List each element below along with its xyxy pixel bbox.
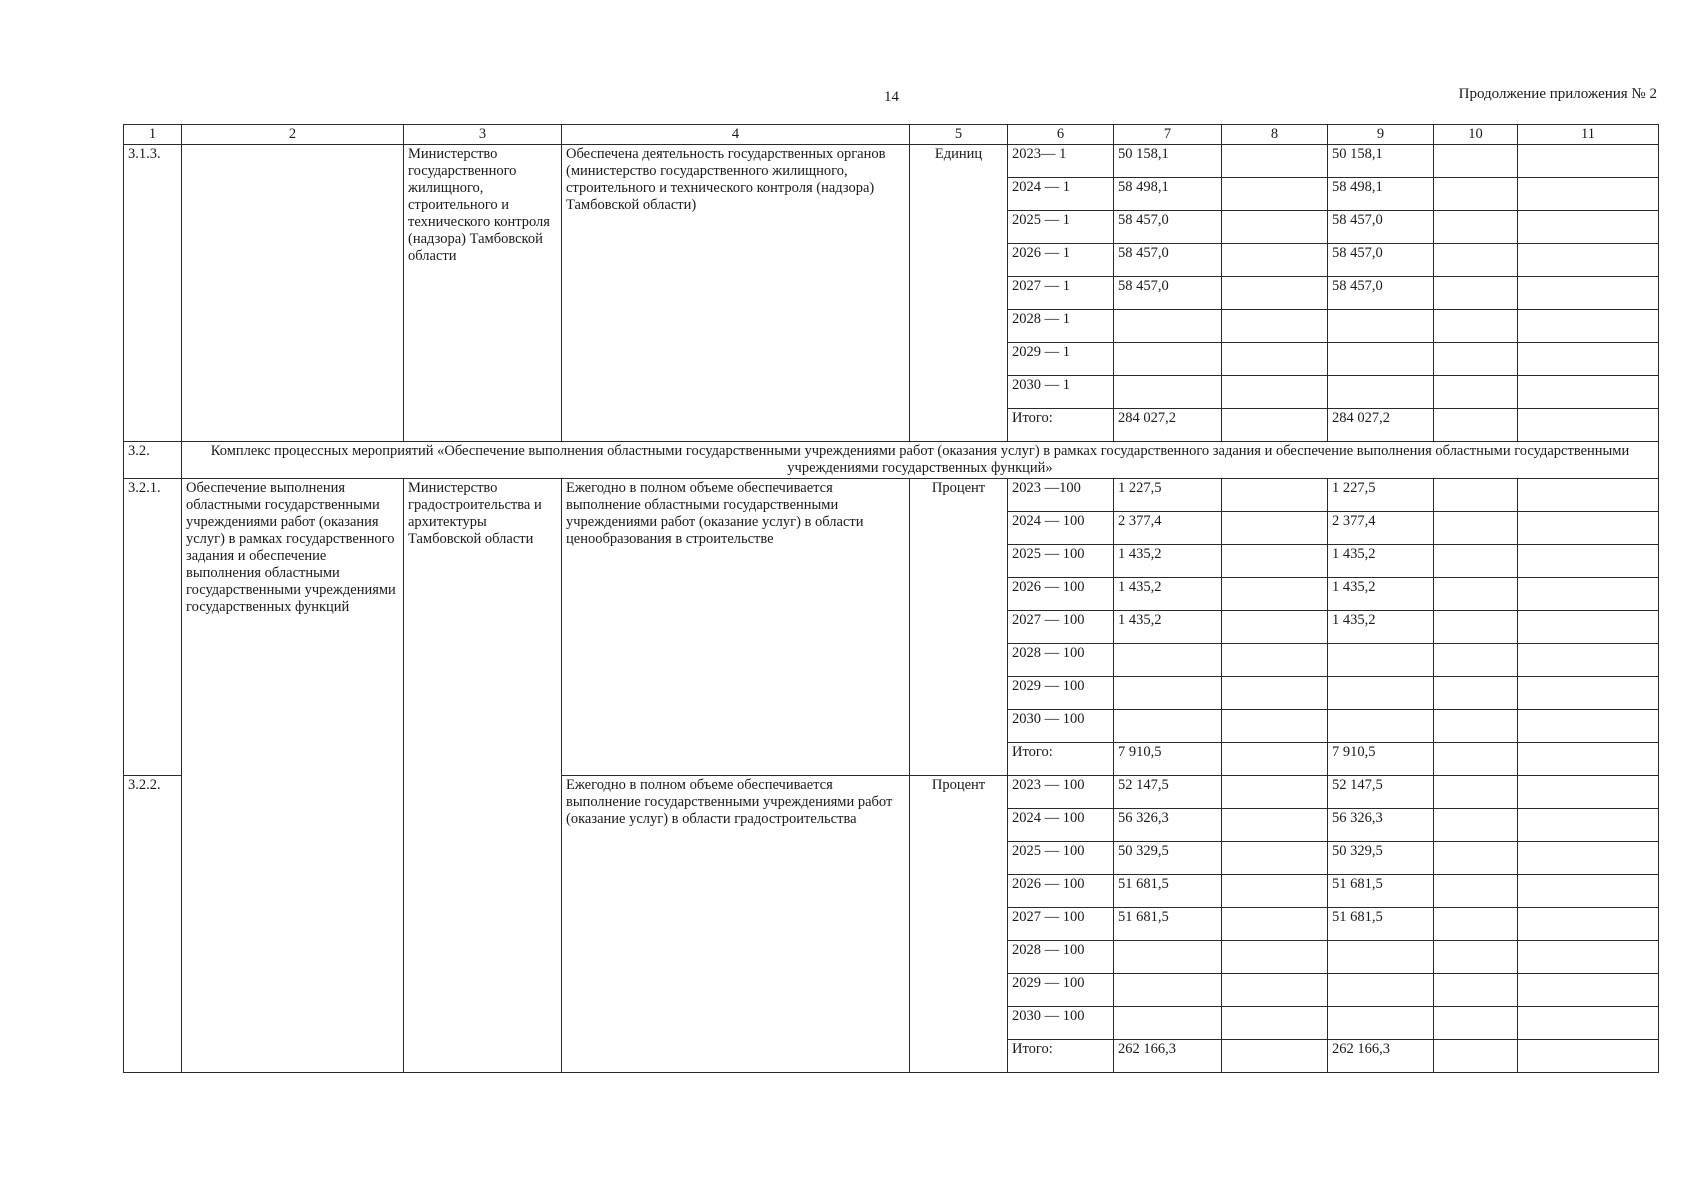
year-target-cell: 2024 — 1	[1008, 178, 1114, 211]
amount-cell-c7	[1114, 677, 1222, 710]
amount-cell-c10	[1434, 611, 1518, 644]
amount-cell-c10	[1434, 512, 1518, 545]
amount-cell-c7	[1114, 710, 1222, 743]
amount-cell-c8	[1222, 809, 1328, 842]
measure-name-cell	[182, 145, 404, 442]
amount-cell-c9: 51 681,5	[1328, 875, 1434, 908]
amount-cell-c10	[1434, 776, 1518, 809]
amount-cell-c9: 58 457,0	[1328, 277, 1434, 310]
amount-cell-c8	[1222, 743, 1328, 776]
year-target-cell: Итого:	[1008, 409, 1114, 442]
year-target-cell: 2027 — 100	[1008, 611, 1114, 644]
amount-cell-c8	[1222, 211, 1328, 244]
amount-cell-c11	[1518, 611, 1659, 644]
amount-cell-c11	[1518, 145, 1659, 178]
amount-cell-c10	[1434, 842, 1518, 875]
column-header: 8	[1222, 125, 1328, 145]
amount-cell-c9: 284 027,2	[1328, 409, 1434, 442]
amount-cell-c11	[1518, 277, 1659, 310]
amount-cell-c10	[1434, 974, 1518, 1007]
amount-cell-c8	[1222, 1040, 1328, 1073]
result-description-cell: Обеспечена деятельность государственных органов (министерство государственного жилищного, строительного и технического контроля (надзора) Тамбовской области)	[562, 145, 910, 442]
amount-cell-c9	[1328, 376, 1434, 409]
year-target-cell: 2030 — 1	[1008, 376, 1114, 409]
amount-cell-c10	[1434, 409, 1518, 442]
amount-cell-c8	[1222, 776, 1328, 809]
amount-cell-c11	[1518, 512, 1659, 545]
amount-cell-c10	[1434, 644, 1518, 677]
year-target-cell: 2029 — 100	[1008, 974, 1114, 1007]
amount-cell-c11	[1518, 479, 1659, 512]
column-header: 2	[182, 125, 404, 145]
amount-cell-c9: 1 435,2	[1328, 578, 1434, 611]
amount-cell-c9: 1 435,2	[1328, 611, 1434, 644]
year-target-cell: 2029 — 100	[1008, 677, 1114, 710]
amount-cell-c11	[1518, 842, 1659, 875]
table-row	[124, 145, 1659, 178]
amount-cell-c8	[1222, 908, 1328, 941]
amount-cell-c11	[1518, 710, 1659, 743]
amount-cell-c8	[1222, 409, 1328, 442]
item-number: 3.2.1.	[124, 479, 182, 776]
amount-cell-c11	[1518, 178, 1659, 211]
amount-cell-c11	[1518, 644, 1659, 677]
amount-cell-c8	[1222, 578, 1328, 611]
measure-name-cell: Обеспечение выполнения областными государственными учреждениями работ (оказания услуг) в рамках государственного задания и обеспечение выполнения областными государственными учреждениями государственных функций	[182, 479, 404, 1073]
amount-cell-c9	[1328, 1007, 1434, 1040]
amount-cell-c8	[1222, 512, 1328, 545]
amount-cell-c7: 7 910,5	[1114, 743, 1222, 776]
item-number: 3.1.3.	[124, 145, 182, 442]
year-target-cell: 2025 — 1	[1008, 211, 1114, 244]
year-target-cell: 2023 — 100	[1008, 776, 1114, 809]
amount-cell-c9: 51 681,5	[1328, 908, 1434, 941]
year-target-cell: 2023 —100	[1008, 479, 1114, 512]
amount-cell-c8	[1222, 974, 1328, 1007]
column-header: 3	[404, 125, 562, 145]
amount-cell-c7: 2 377,4	[1114, 512, 1222, 545]
amount-cell-c10	[1434, 875, 1518, 908]
year-target-cell: 2028 — 1	[1008, 310, 1114, 343]
amount-cell-c7: 58 498,1	[1114, 178, 1222, 211]
amount-cell-c8	[1222, 178, 1328, 211]
amount-cell-c8	[1222, 244, 1328, 277]
amount-cell-c8	[1222, 677, 1328, 710]
amount-cell-c10	[1434, 1040, 1518, 1073]
amount-cell-c7: 51 681,5	[1114, 908, 1222, 941]
amount-cell-c10	[1434, 310, 1518, 343]
amount-cell-c11	[1518, 941, 1659, 974]
amount-cell-c8	[1222, 343, 1328, 376]
amount-cell-c10	[1434, 244, 1518, 277]
program-measures-table	[123, 124, 1659, 1073]
amount-cell-c8	[1222, 1007, 1328, 1040]
column-header: 5	[910, 125, 1008, 145]
amount-cell-c9	[1328, 343, 1434, 376]
column-header: 9	[1328, 125, 1434, 145]
amount-cell-c7: 50 329,5	[1114, 842, 1222, 875]
amount-cell-c10	[1434, 145, 1518, 178]
amount-cell-c10	[1434, 941, 1518, 974]
amount-cell-c7: 50 158,1	[1114, 145, 1222, 178]
amount-cell-c8	[1222, 479, 1328, 512]
amount-cell-c11	[1518, 211, 1659, 244]
year-target-cell: 2024 — 100	[1008, 512, 1114, 545]
year-target-cell: Итого:	[1008, 743, 1114, 776]
amount-cell-c10	[1434, 809, 1518, 842]
executor-cell: Министерство государственного жилищного, строительного и технического контроля (надзора) Тамбовской области	[404, 145, 562, 442]
amount-cell-c11	[1518, 310, 1659, 343]
amount-cell-c9: 58 498,1	[1328, 178, 1434, 211]
column-header: 6	[1008, 125, 1114, 145]
year-target-cell: 2030 — 100	[1008, 710, 1114, 743]
amount-cell-c8	[1222, 875, 1328, 908]
unit-cell: Процент	[910, 776, 1008, 1073]
amount-cell-c7	[1114, 941, 1222, 974]
column-number-row	[124, 125, 1659, 145]
amount-cell-c10	[1434, 710, 1518, 743]
amount-cell-c9: 7 910,5	[1328, 743, 1434, 776]
unit-cell: Процент	[910, 479, 1008, 776]
amount-cell-c7: 51 681,5	[1114, 875, 1222, 908]
amount-cell-c9: 56 326,3	[1328, 809, 1434, 842]
year-target-cell: 2026 — 100	[1008, 875, 1114, 908]
amount-cell-c9	[1328, 677, 1434, 710]
amount-cell-c11	[1518, 809, 1659, 842]
amount-cell-c9	[1328, 710, 1434, 743]
year-target-cell: 2025 — 100	[1008, 545, 1114, 578]
year-target-cell: 2023— 1	[1008, 145, 1114, 178]
amount-cell-c7: 58 457,0	[1114, 277, 1222, 310]
amount-cell-c9	[1328, 974, 1434, 1007]
amount-cell-c7	[1114, 644, 1222, 677]
amount-cell-c7	[1114, 376, 1222, 409]
amount-cell-c11	[1518, 677, 1659, 710]
amount-cell-c11	[1518, 244, 1659, 277]
amount-cell-c8	[1222, 710, 1328, 743]
amount-cell-c11	[1518, 343, 1659, 376]
amount-cell-c7: 58 457,0	[1114, 211, 1222, 244]
amount-cell-c10	[1434, 277, 1518, 310]
result-description-cell: Ежегодно в полном объеме обеспечивается выполнение государственными учреждениями работ (оказание услуг) в области градостроительства	[562, 776, 910, 1073]
unit-cell: Единиц	[910, 145, 1008, 442]
amount-cell-c10	[1434, 376, 1518, 409]
amount-cell-c8	[1222, 145, 1328, 178]
year-target-cell: 2026 — 1	[1008, 244, 1114, 277]
amount-cell-c9: 1 435,2	[1328, 545, 1434, 578]
amount-cell-c10	[1434, 178, 1518, 211]
amount-cell-c10	[1434, 479, 1518, 512]
amount-cell-c7	[1114, 310, 1222, 343]
amount-cell-c7: 1 435,2	[1114, 611, 1222, 644]
amount-cell-c11	[1518, 908, 1659, 941]
amount-cell-c9: 50 329,5	[1328, 842, 1434, 875]
amount-cell-c9: 58 457,0	[1328, 211, 1434, 244]
amount-cell-c7: 52 147,5	[1114, 776, 1222, 809]
amount-cell-c8	[1222, 545, 1328, 578]
section-row	[124, 442, 1659, 479]
amount-cell-c9: 50 158,1	[1328, 145, 1434, 178]
amount-cell-c11	[1518, 776, 1659, 809]
amount-cell-c7: 56 326,3	[1114, 809, 1222, 842]
amount-cell-c9: 1 227,5	[1328, 479, 1434, 512]
year-target-cell: 2027 — 100	[1008, 908, 1114, 941]
column-header: 7	[1114, 125, 1222, 145]
amount-cell-c9	[1328, 941, 1434, 974]
amount-cell-c11	[1518, 875, 1659, 908]
amount-cell-c8	[1222, 310, 1328, 343]
amount-cell-c8	[1222, 842, 1328, 875]
amount-cell-c7: 284 027,2	[1114, 409, 1222, 442]
amount-cell-c9: 2 377,4	[1328, 512, 1434, 545]
year-target-cell: 2029 — 1	[1008, 343, 1114, 376]
amount-cell-c9: 52 147,5	[1328, 776, 1434, 809]
year-target-cell: 2024 — 100	[1008, 809, 1114, 842]
amount-cell-c8	[1222, 611, 1328, 644]
amount-cell-c7: 1 435,2	[1114, 545, 1222, 578]
table-body	[124, 125, 1659, 1073]
amount-cell-c7	[1114, 1007, 1222, 1040]
amount-cell-c11	[1518, 578, 1659, 611]
appendix-continuation-note: Продолжение приложения № 2	[1458, 86, 1657, 102]
amount-cell-c11	[1518, 545, 1659, 578]
amount-cell-c11	[1518, 376, 1659, 409]
section-number: 3.2.	[124, 442, 182, 479]
amount-cell-c10	[1434, 211, 1518, 244]
amount-cell-c9	[1328, 310, 1434, 343]
amount-cell-c10	[1434, 545, 1518, 578]
amount-cell-c7: 262 166,3	[1114, 1040, 1222, 1073]
amount-cell-c11	[1518, 1040, 1659, 1073]
section-title: Комплекс процессных мероприятий «Обеспечение выполнения областными государственными учреждениями работ (оказания услуг) в рамках государственного задания и обеспечение выполнения областными государственными учреждениями государственных функций»	[182, 442, 1659, 479]
amount-cell-c10	[1434, 578, 1518, 611]
year-target-cell: 2026 — 100	[1008, 578, 1114, 611]
amount-cell-c8	[1222, 644, 1328, 677]
year-target-cell: Итого:	[1008, 1040, 1114, 1073]
amount-cell-c10	[1434, 743, 1518, 776]
year-target-cell: 2030 — 100	[1008, 1007, 1114, 1040]
amount-cell-c7	[1114, 974, 1222, 1007]
amount-cell-c9	[1328, 644, 1434, 677]
amount-cell-c11	[1518, 974, 1659, 1007]
amount-cell-c11	[1518, 743, 1659, 776]
amount-cell-c8	[1222, 376, 1328, 409]
amount-cell-c10	[1434, 677, 1518, 710]
result-description-cell: Ежегодно в полном объеме обеспечивается выполнение областными государственными учреждениями работ (оказание услуг) в области ценообразования в строительстве	[562, 479, 910, 776]
table-row	[124, 479, 1659, 512]
amount-cell-c7: 1 435,2	[1114, 578, 1222, 611]
amount-cell-c11	[1518, 1007, 1659, 1040]
year-target-cell: 2025 — 100	[1008, 842, 1114, 875]
amount-cell-c10	[1434, 908, 1518, 941]
amount-cell-c11	[1518, 409, 1659, 442]
page-number: 14	[884, 89, 899, 105]
amount-cell-c7: 58 457,0	[1114, 244, 1222, 277]
amount-cell-c10	[1434, 343, 1518, 376]
amount-cell-c8	[1222, 941, 1328, 974]
item-number: 3.2.2.	[124, 776, 182, 1073]
amount-cell-c9: 58 457,0	[1328, 244, 1434, 277]
column-header: 1	[124, 125, 182, 145]
amount-cell-c8	[1222, 277, 1328, 310]
amount-cell-c7	[1114, 343, 1222, 376]
executor-cell: Министерство градостроительства и архитектуры Тамбовской области	[404, 479, 562, 1073]
amount-cell-c10	[1434, 1007, 1518, 1040]
year-target-cell: 2028 — 100	[1008, 941, 1114, 974]
amount-cell-c7: 1 227,5	[1114, 479, 1222, 512]
year-target-cell: 2027 — 1	[1008, 277, 1114, 310]
column-header: 10	[1434, 125, 1518, 145]
year-target-cell: 2028 — 100	[1008, 644, 1114, 677]
column-header: 11	[1518, 125, 1659, 145]
column-header: 4	[562, 125, 910, 145]
amount-cell-c9: 262 166,3	[1328, 1040, 1434, 1073]
